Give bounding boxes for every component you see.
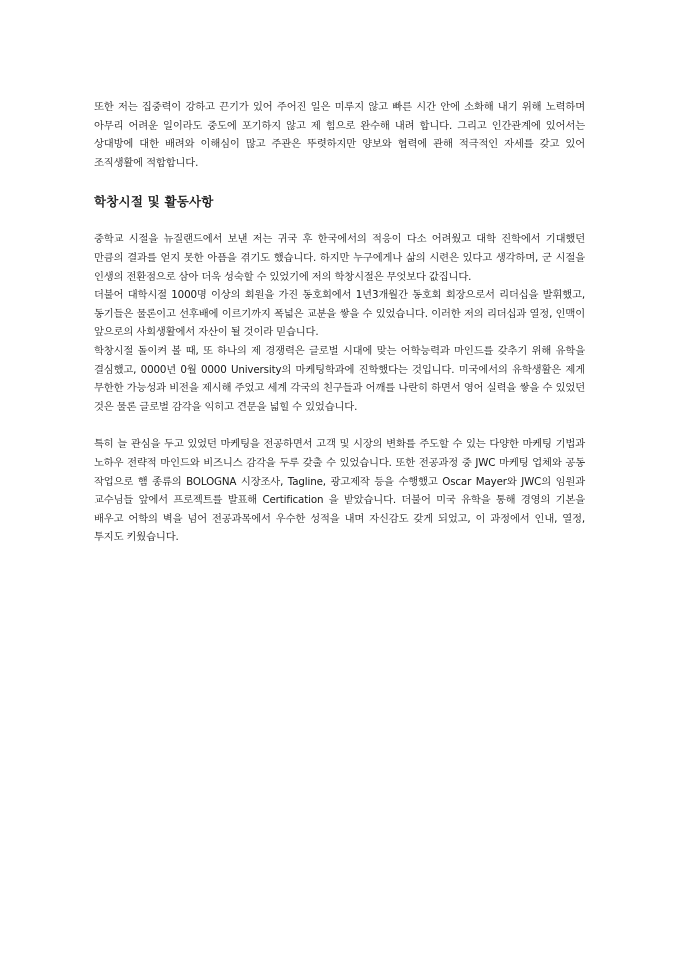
section-heading: 학창시절 및 활동사항 [94,194,214,210]
body-paragraph: 중학교 시절을 뉴질랜드에서 보낸 저는 귀국 후 한국에서의 적응이 다소 어려웠고 대학 진학에서 기대했던 만큼의 결과를 얻지 못한 아픔을 겪기도 했습니다. 하지만 누구에게나 삶의 시련은 있다고 생각하며, 군 시절을 인생의 전환점으로 삼아 더욱 성숙할 수 있었기에 저의 학창시절은 무엇보다 값집니다. [94,233,585,283]
body-paragraph: 더불어 대학시절 1000명 이상의 회원을 가진 동호회에서 1년3개월간 동호회 회장으로서 리더십을 발휘했고, 동기들은 물론이고 선후배에 이르기까지 폭넓은 교분을 쌓을 수 있었습니다. 이러한 저의 리더십과 열정, 인맥이 앞으로의 사회생활에서 자산이 될 것이라 믿습니다. [94,289,585,339]
body-paragraph: 학창시절 돌이켜 볼 때, 또 하나의 제 경쟁력은 글로벌 시대에 맞는 어학능력과 마인드를 갖추기 위해 유학을 결심했고, 0000년 0월 0000 University의 마케팅학과에 진학했다는 것입니다. 미국에서의 유학생활은 제게 무한한 가능성과 비전을 제시해 주었고 세계 각국의 친구들과 어깨를 나란히 하면서 영어 실력을 쌓을 수 있었던 것은 물론 글로벌 감각을 익히고 견문을 넓힐 수 있었습니다. [94,344,585,413]
document-page [94,98,585,547]
paragraph-gap [94,416,585,435]
closing-paragraph: 특히 늘 관심을 두고 있었던 마케팅을 전공하면서 고객 및 시장의 변화를 주도할 수 있는 다양한 마케팅 기법과 노하우 전략적 마인드와 비즈니스 감각을 두루 갖출 수 있었습니다. 또한 전공과정 중 JWC 마케팅 업체와 공동 작업으로 햄 종류의 BOLOGNA 시장조사, Tagline, 광고제작 등을 수행했고 Oscar Mayer와 JWC의 임원과 교수님들 앞에서 프로젝트를 발표해 Certification 을 받았습니다. 더불어 미국 유학을 통해 경영의 기본을 배우고 어학의 벽을 넘어 전공과목에서 우수한 성적을 내며 자신감도 갖게 되었고, 이 과정에서 인내, 열정, 투지도 키웠습니다. [94,438,585,544]
intro-paragraph: 또한 저는 집중력이 강하고 끈기가 있어 주어진 일은 미루지 않고 빠른 시간 안에 소화해 내기 위해 노력하며 아무리 어려운 일이라도 중도에 포기하지 않고 제 힘으로 완수해 내려 합니다. 그리고 인간관계에 있어서는 상대방에 대한 배려와 이해심이 많고 주관은 뚜렷하지만 양보와 협력에 관해 적극적인 자세를 갖고 있어 조직생활에 적합합니다. [94,101,585,169]
